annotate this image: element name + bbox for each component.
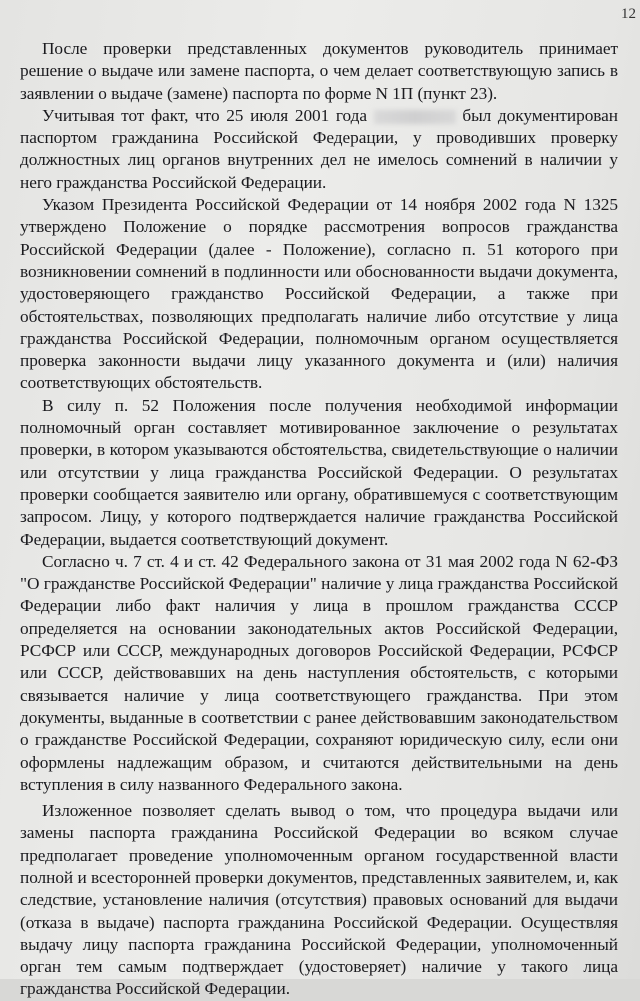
page-number: 12 xyxy=(621,6,636,22)
paragraph-4: В силу п. 52 Положения после получения необходимой информации полномочный орган составляет мотивированное заключение о результатах проверки, в котором указываются обстоятельства, свидетельствующие о наличии или отсутствии у лица гражданства Российской Федерации. О результатах проверки сообщается заявителю или органу, обратившемуся с соответствующим запросом. Лицу, у которого подтверждается наличие гражданства Российской Федерации, выдается соответствующий документ. xyxy=(20,395,618,549)
paragraph-2 xyxy=(20,105,618,194)
paragraph-1: После проверки представленных документов руководитель принимает решение о выдаче или замене паспорта, о чем делает соответствующую запись в заявлении о выдаче (замене) паспорта по форме N 1П (пункт 23). xyxy=(20,39,618,103)
paragraph-3: Указом Президента Российской Федерации от 14 ноября 2002 года N 1325 утверждено Положение о порядке рассмотрения вопросов гражданства Российской Федерации (далее - Положение), согласно п. 51 которого при возникновении сомнений в подлинности или обоснованности выдачи документа, удостоверяющего гражданство Российской Федерации, а также при обстоятельствах, позволяющих предполагать наличие либо отсутствие у лица гражданства Российской Федерации, полномочным органом осуществляется проверка законности выдачи лицу указанного документа и (или) наличия соответствующих обстоятельств. xyxy=(20,195,618,393)
redacted-name xyxy=(374,110,456,124)
paragraph-5: Согласно ч. 7 ст. 4 и ст. 42 Федерального закона от 31 мая 2002 года N 62-ФЗ "О гражданстве Российской Федерации" наличие у лица гражданства Российской Федерации либо факт наличия у лица в прошлом гражданства СССР определяется на основании законодательных актов Российской Федерации, РСФСР или СССР, международных договоров Российской Федерации, РСФСР или СССР, действовавших на день наступления обстоятельств, с которыми связывается наличие у лица соответствующего гражданства. При этом документы, выданные в соответствии с ранее действовавшим законодательством о гражданстве Российской Федерации, сохраняют юридическую силу, если они оформлены надлежащим образом, и считаются действительными на день вступления в силу названного Федерального закона. xyxy=(20,551,618,794)
paragraph-2-text-before: Учитывая тот факт, что 25 июля 2001 года xyxy=(42,105,367,125)
paragraph-2-text-after: был документирован паспортом гражданина Российской Федерации, у проводивших проверку должностных лиц органов внутренних дел не имелось сомнений в наличии у него гражданства Российской Федерации. xyxy=(20,105,618,192)
paragraph-6: Изложенное позволяет сделать вывод о том, что процедура выдачи или замены паспорта гражданина Российской Федерации во всяком случае предполагает проведение уполномоченным органом государственной власти полной и всесторонней проверки документов, представленных заявителем, и, как следствие, установление наличия (отсутствия) правовых оснований для выдачи (отказа в выдаче) паспорта гражданина Российской Федерации. Осуществляя выдачу лицу паспорта гражданина Российской Федерации, уполномоченный орган тем самым подтверждает (удостоверяет) наличие у такого лица гражданства Российской Федерации. xyxy=(20,801,618,999)
